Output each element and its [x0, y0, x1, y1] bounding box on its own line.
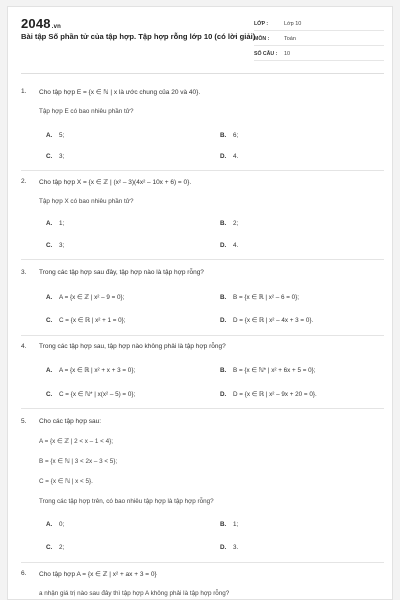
option-d[interactable]: D. D = {x ∈ ℝ | x² – 4x + 3 = 0}.	[220, 317, 314, 324]
question-text: Trong các tập hợp sau đây, tập hợp nào là tập hợp rỗng?	[39, 269, 204, 276]
question-text: Cho tập hợp E = {x ∈ ℕ | x là ước chung của 20 và 40}.	[39, 89, 201, 96]
question-number: 5.	[21, 418, 27, 425]
option-a[interactable]: A. A = {x ∈ ℤ | x² – 9 = 0};	[46, 294, 125, 301]
question-divider	[21, 408, 384, 409]
option-d[interactable]: D. 4.	[220, 153, 239, 160]
option-a[interactable]: A. 1;	[46, 220, 65, 227]
question-text: Cho tập hợp X = {x ∈ ℤ | (x² – 3)(4x² – 10x + 6) = 0}.	[39, 179, 192, 186]
option-a[interactable]: A. 0;	[46, 521, 65, 528]
question-line: Tập hợp E có bao nhiêu phần tử?	[39, 108, 134, 115]
site-logo[interactable]: 2048.vn	[21, 16, 62, 31]
question-divider	[21, 562, 384, 563]
question-divider	[21, 335, 384, 336]
question-number: 2.	[21, 178, 27, 185]
question-divider	[21, 170, 384, 171]
question-text: Cho tập hợp A = {x ∈ ℤ | x² + ax + 3 = 0}	[39, 571, 157, 578]
question-text: Cho các tập hợp sau:	[39, 418, 102, 425]
option-d[interactable]: D. 3.	[220, 544, 239, 551]
meta-row-count: SỐ CÂU : 10	[254, 48, 384, 61]
meta-row-class: LỚP : Lớp 10	[254, 18, 384, 31]
option-a[interactable]: A. 5;	[46, 132, 65, 139]
option-b[interactable]: B. 6;	[220, 132, 239, 139]
option-b[interactable]: B. 1;	[220, 521, 239, 528]
meta-panel	[254, 18, 384, 63]
page-title: Bài tập Số phần tử của tập hợp. Tập hợp rỗng lớp 10 (có lời giải)	[21, 32, 256, 41]
option-d[interactable]: D. 4.	[220, 242, 239, 249]
question-text: Trong các tập hợp sau, tập hợp nào không phải là tập hợp rỗng?	[39, 343, 226, 350]
question-number: 1.	[21, 88, 27, 95]
question-line: Trong các tập hợp trên, có bao nhiêu tập hợp là tập hợp rỗng?	[39, 498, 214, 505]
option-b[interactable]: B. B = {x ∈ ℝ | x² – 6 = 0};	[220, 294, 300, 301]
question-line: a nhận giá trị nào sau đây thì tập hợp A không phải là tập hợp rỗng?	[39, 590, 230, 597]
meta-row-subject: MÔN : Toán	[254, 33, 384, 46]
question-divider	[21, 259, 384, 260]
option-b[interactable]: B. 2;	[220, 220, 239, 227]
header-divider	[21, 73, 384, 74]
option-c[interactable]: C. C = {x ∈ ℕ* | x(x² – 5) = 0};	[46, 391, 136, 398]
question-line: Tập hợp X có bao nhiêu phần tử?	[39, 198, 134, 205]
question-number: 6.	[21, 570, 27, 577]
question-number: 3.	[21, 269, 27, 276]
option-c[interactable]: C. 3;	[46, 242, 65, 249]
question-line: B = {x ∈ ℕ | 3 < 2x – 3 < 5};	[39, 458, 118, 465]
option-c[interactable]: C. 2;	[46, 544, 65, 551]
option-a[interactable]: A. A = {x ∈ ℝ | x² + x + 3 = 0};	[46, 367, 136, 374]
option-c[interactable]: C. 3;	[46, 153, 65, 160]
document-page	[7, 6, 393, 600]
question-line: C = {x ∈ ℕ | x < 5}.	[39, 478, 93, 485]
option-b[interactable]: B. B = {x ∈ ℕ* | x² + 6x + 5 = 0};	[220, 367, 316, 374]
question-line: A = {x ∈ ℤ | 2 < x – 1 < 4};	[39, 438, 113, 445]
option-d[interactable]: D. D = {x ∈ ℝ | x² – 9x + 20 = 0}.	[220, 391, 317, 398]
option-c[interactable]: C. C = {x ∈ ℝ | x² + 1 = 0};	[46, 317, 126, 324]
question-number: 4.	[21, 343, 27, 350]
